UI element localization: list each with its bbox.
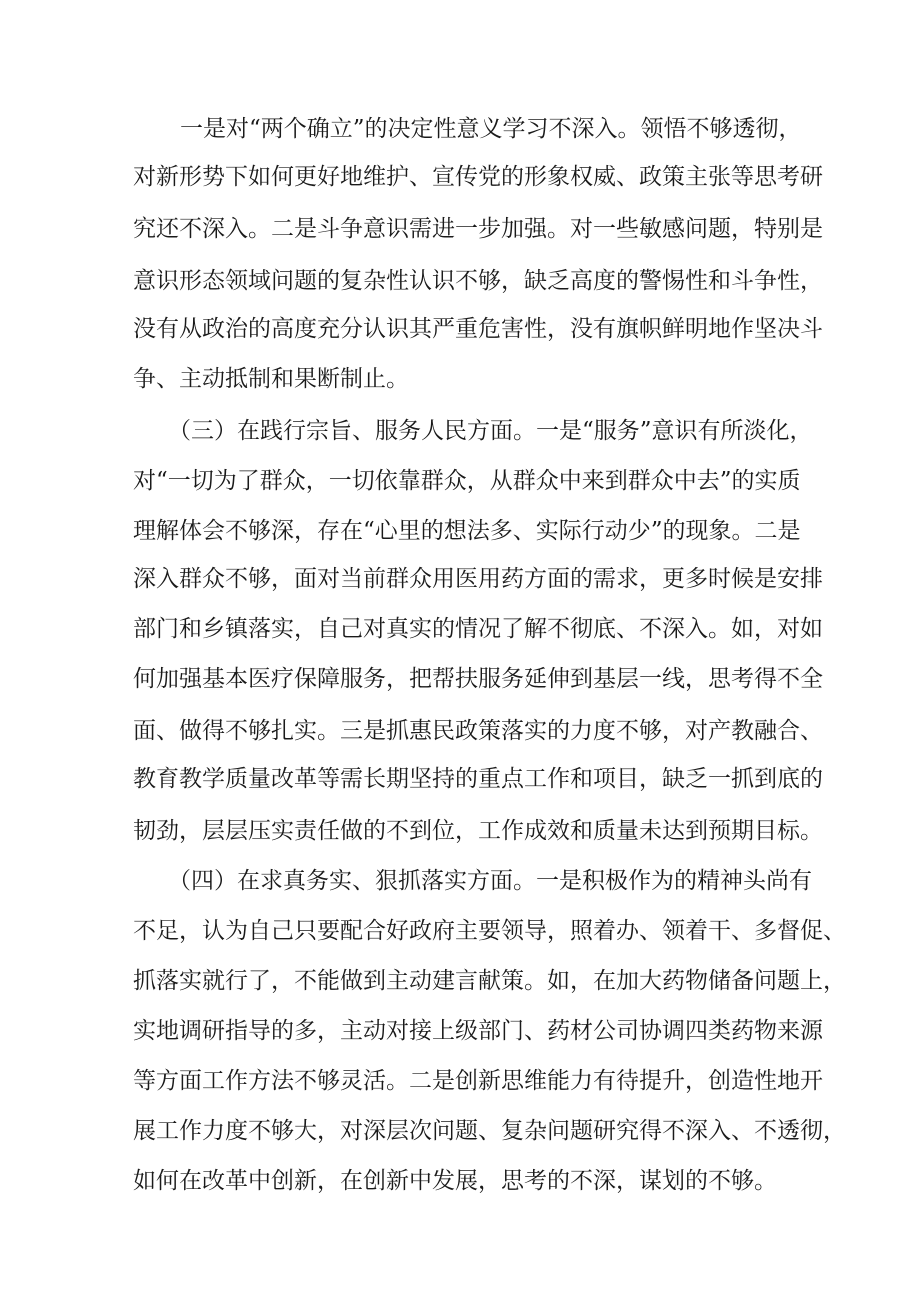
- paragraph-2-line-7: 面、做得不够扎实。三是抓惠民政策落实的力度不够，对产教融合、: [133, 718, 823, 744]
- paragraph-1-line-5: 没有从政治的高度充分认识其严重危害性，没有旗帜鲜明地作坚决斗: [133, 316, 823, 342]
- paragraph-1-line-3: 究还不深入。二是斗争意识需进一步加强。对一些敏感问题，特别是: [133, 216, 823, 242]
- paragraph-3-line-2: 不足，认为自己只要配合好政府主要领导，照着办、领着干、多督促、: [133, 918, 846, 944]
- paragraph-3-line-4: 实地调研指导的多，主动对接上级部门、药材公司协调四类药物来源: [133, 1018, 823, 1044]
- paragraph-2-line-6: 何加强基本医疗保障服务，把帮扶服务延伸到基层一线，思考得不全: [133, 666, 823, 692]
- paragraph-2-line-8: 教育教学质量改革等需长期坚持的重点工作和项目，缺乏一抓到底的: [133, 766, 823, 792]
- paragraph-2-line-5: 部门和乡镇落实，自己对真实的情况了解不彻底、不深入。如，对如: [133, 616, 823, 642]
- paragraph-1-line-1: 一是对“两个确立”的决定性意义学习不深入。领悟不够透彻，: [180, 116, 802, 142]
- paragraph-2-line-9: 韧劲，层层压实责任做的不到位，工作成效和质量未达到预期目标。: [133, 818, 823, 844]
- paragraph-3-line-5: 等方面工作方法不够灵活。二是创新思维能力有待提升，创造性地开: [133, 1068, 823, 1094]
- paragraph-2-line-3: 理解体会不够深，存在“心里的想法多、实际行动少”的现象。二是: [133, 518, 801, 544]
- paragraph-2-line-1: （三）在践行宗旨、服务人民方面。一是“服务”意识有所淡化，: [168, 418, 813, 444]
- paragraph-1-line-4: 意识形态领域问题的复杂性认识不够，缺乏高度的警惕性和斗争性，: [133, 268, 823, 294]
- paragraph-2-line-2: 对“一切为了群众，一切依靠群众，从群众中来到群众中去”的实质: [133, 468, 801, 494]
- paragraph-3-line-7: 如何在改革中创新，在创新中发展，思考的不深，谋划的不够。: [133, 1168, 777, 1194]
- paragraph-1-line-2: 对新形势下如何更好地维护、宣传党的形象权威、政策主张等思考研: [133, 164, 823, 190]
- paragraph-3-line-6: 展工作力度不够大，对深层次问题、复杂问题研究得不深入、不透彻，: [133, 1118, 846, 1144]
- paragraph-2-line-4: 深入群众不够，面对当前群众用医用药方面的需求，更多时候是安排: [133, 566, 823, 592]
- paragraph-3-line-3: 抓落实就行了，不能做到主动建言献策。如，在加大药物储备问题上，: [133, 968, 846, 994]
- paragraph-1-line-6: 争、主动抵制和果断制止。: [133, 366, 409, 392]
- paragraph-3-line-1: （四）在求真务实、狠抓落实方面。一是积极作为的精神头尚有: [168, 868, 812, 894]
